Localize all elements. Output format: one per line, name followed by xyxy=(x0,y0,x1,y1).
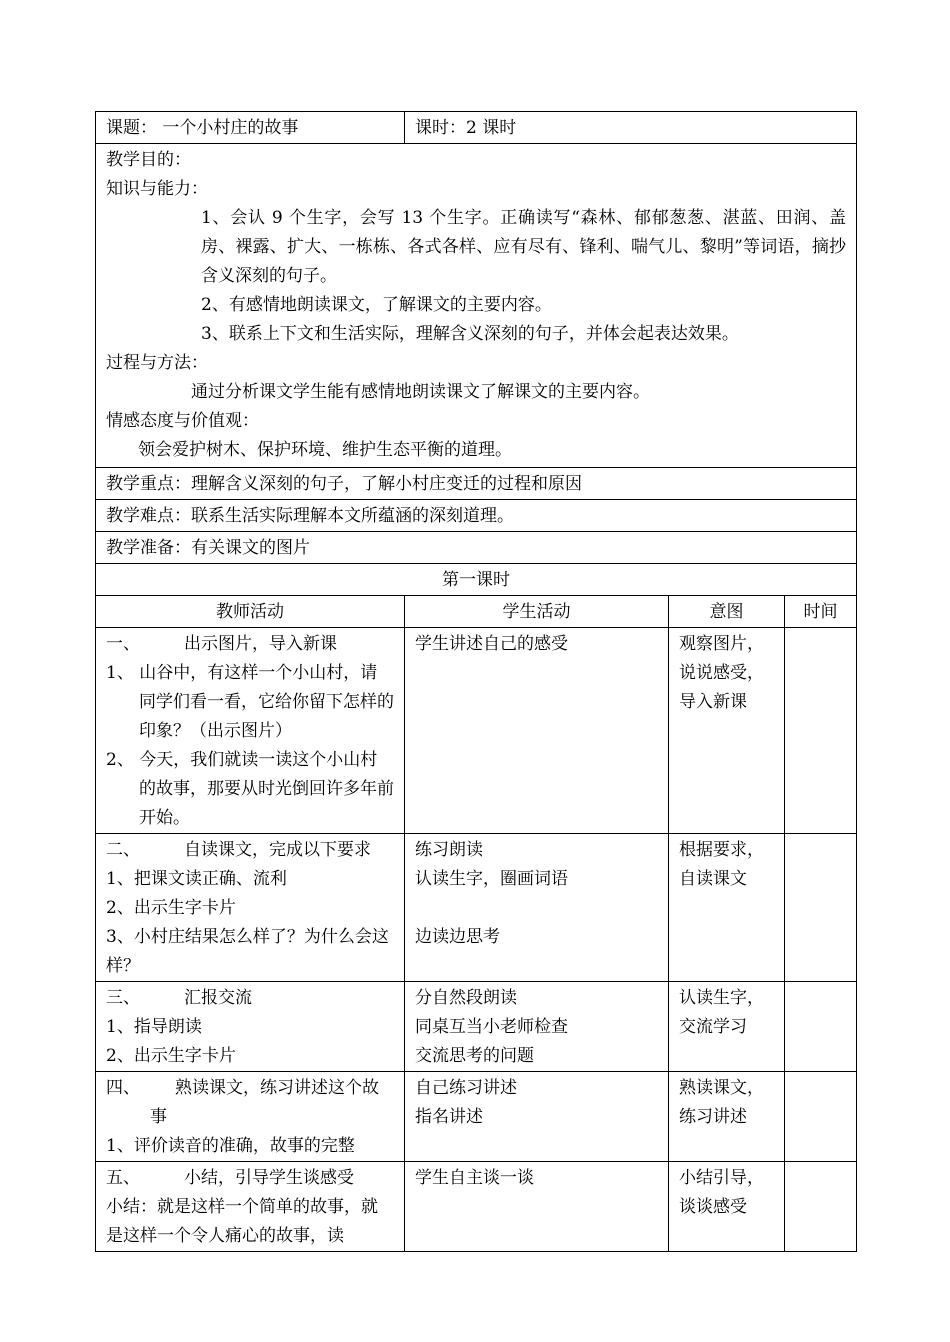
col-teacher: 教师活动 xyxy=(96,596,405,628)
preparation-row xyxy=(96,532,857,564)
student-item xyxy=(415,894,658,923)
table-row xyxy=(96,628,857,834)
section-heading: 四、 熟读课文，练习讲述这个故事 xyxy=(106,1078,379,1127)
intent-item: 认读生字， xyxy=(679,988,764,1008)
table-row xyxy=(96,982,857,1072)
difficulty-cell: 教学难点：联系生活实际理解本文所蕴涵的深刻道理。 xyxy=(96,500,857,532)
knowledge-item-3: 3、联系上下文和生活实际，理解含义深刻的句子，并体会起表达效果。 xyxy=(201,324,739,344)
teacher-item: 小结：就是这样一个简单的故事，就是这样一个令人痛心的故事，读 xyxy=(106,1197,378,1246)
teacher-item: 1、指导朗读 xyxy=(106,1017,202,1037)
difficulty-row xyxy=(96,500,857,532)
process-text: 通过分析课文学生能有感情地朗读课文了解课文的主要内容。 xyxy=(191,382,650,402)
student-item: 学生自主谈一谈 xyxy=(415,1168,534,1188)
intent-cell xyxy=(669,1072,785,1162)
teacher-item: 1、把课文读正确、流利 xyxy=(106,869,287,889)
knowledge-item-1: 1、会认 9 个生字，会写 13 个生字。正确读写“森林、郁郁葱葱、湛蓝、田润、盖房、裸露、扩大、一栋栋、各式各样、应有尽有、锋利、喘气儿、黎明”等词语，摘抄含义深刻的句子。 xyxy=(201,208,847,286)
objectives-row xyxy=(96,144,857,468)
table-row xyxy=(96,1072,857,1162)
teacher-item: 1、 山谷中，有这样一个小山村，请同学们看一看，它给你留下怎样的印象？（出示图片） xyxy=(106,663,394,741)
lesson-plan xyxy=(95,111,856,1252)
emotion-title: 情感态度与价值观： xyxy=(106,411,259,431)
teacher-item: 3、小村庄结果怎么样了？为什么会这样？ xyxy=(106,927,389,976)
column-header-row xyxy=(96,596,857,628)
lesson-plan-table xyxy=(95,111,857,1252)
student-cell xyxy=(405,1072,669,1162)
emotion-text: 领会爱护树木、保护环境、维护生态平衡的道理。 xyxy=(138,440,512,460)
student-item: 认读生字，圈画词语 xyxy=(415,869,568,889)
student-cell xyxy=(405,1162,669,1252)
intent-item: 谈谈感受 xyxy=(679,1197,747,1217)
teacher-cell xyxy=(96,834,405,982)
teacher-cell xyxy=(96,982,405,1072)
time-cell xyxy=(785,834,857,982)
student-item: 交流思考的问题 xyxy=(415,1046,534,1066)
intent-item: 交流学习 xyxy=(679,1017,747,1037)
col-intent: 意图 xyxy=(669,596,785,628)
intent-item: 练习讲述 xyxy=(679,1107,747,1127)
table-row xyxy=(96,1162,857,1252)
key-point-cell: 教学重点：理解含义深刻的句子，了解小村庄变迁的过程和原因 xyxy=(96,468,857,500)
lesson-title-row xyxy=(96,564,857,596)
lesson-title-cell: 第一课时 xyxy=(96,564,857,596)
student-cell xyxy=(405,982,669,1072)
student-cell xyxy=(405,834,669,982)
teacher-item: 2、出示生字卡片 xyxy=(106,898,236,918)
knowledge-item-2: 2、有感情地朗读课文，了解课文的主要内容。 xyxy=(201,295,552,315)
time-cell xyxy=(785,628,857,834)
table-row xyxy=(96,834,857,982)
intent-item: 小结引导， xyxy=(679,1168,764,1188)
teacher-item: 2、出示生字卡片 xyxy=(106,1046,236,1066)
section-heading: 五、 小结，引导学生谈感受 xyxy=(106,1168,354,1188)
intent-item: 熟读课文， xyxy=(679,1078,764,1098)
time-cell xyxy=(785,1072,857,1162)
intent-cell xyxy=(669,982,785,1072)
intent-cell xyxy=(669,628,785,834)
col-time: 时间 xyxy=(785,596,857,628)
student-cell xyxy=(405,628,669,834)
objectives-title: 教学目的： xyxy=(106,150,191,170)
preparation-cell: 教学准备：有关课文的图片 xyxy=(96,532,857,564)
student-item: 学生讲述自己的感受 xyxy=(415,634,568,654)
intent-item: 观察图片， xyxy=(679,634,764,654)
student-item: 指名讲述 xyxy=(415,1107,483,1127)
intent-cell xyxy=(669,1162,785,1252)
student-item: 同桌互当小老师检查 xyxy=(415,1017,568,1037)
student-item: 分自然段朗读 xyxy=(415,988,517,1008)
time-cell xyxy=(785,982,857,1072)
student-item: 边读边思考 xyxy=(415,927,500,947)
time-cell xyxy=(785,1162,857,1252)
teacher-cell xyxy=(96,1072,405,1162)
objectives-cell xyxy=(96,144,857,468)
section-heading: 二、 自读课文，完成以下要求 xyxy=(106,840,371,860)
student-item: 练习朗读 xyxy=(415,840,483,860)
process-title: 过程与方法： xyxy=(106,353,208,373)
section-heading: 三、 汇报交流 xyxy=(106,988,252,1008)
student-item: 自己练习讲述 xyxy=(415,1078,517,1098)
knowledge-title: 知识与能力： xyxy=(106,179,208,199)
key-point-row xyxy=(96,468,857,500)
col-student: 学生活动 xyxy=(405,596,669,628)
teacher-cell xyxy=(96,628,405,834)
header-row xyxy=(96,112,857,144)
intent-item: 说说感受， xyxy=(679,663,764,683)
intent-cell xyxy=(669,834,785,982)
intent-item: 根据要求， xyxy=(679,840,764,860)
teacher-item: 2、 今天，我们就读一读这个小山村的故事，那要从时光倒回许多年前开始。 xyxy=(106,750,394,828)
hours-cell: 课时：2 课时 xyxy=(405,112,857,144)
section-heading: 一、 出示图片，导入新课 xyxy=(106,634,337,654)
intent-item: 导入新课 xyxy=(679,692,747,712)
topic-cell: 课题： 一个小村庄的故事 xyxy=(96,112,405,144)
teacher-cell xyxy=(96,1162,405,1252)
intent-item: 自读课文 xyxy=(679,869,747,889)
teacher-item: 1、评价读音的准确，故事的完整 xyxy=(106,1136,355,1156)
